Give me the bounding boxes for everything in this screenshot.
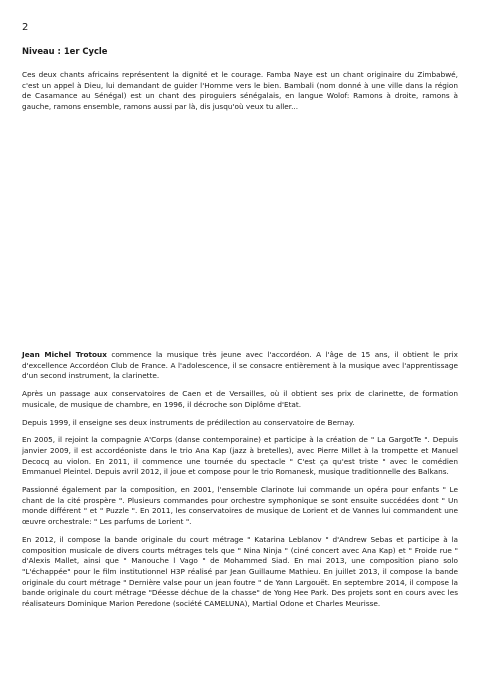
bio-paragraph-5: Passionné également par la composition, en 2001, l'ensemble Clarinote lui commande un opéra pour enfants " Le chant de la cité prospère ". Plusieurs commandes pour orchestre symphonique se sont ensuite succédées dont " Un monde différent " et " Puzzle ". En 2011, les conservatoires de musique de Lorient et de Vannes lui commandent une œuvre orchestrale: " Les parfums de Lorient ". xyxy=(22,485,458,527)
bio-paragraph-2: Après un passage aux conservatoires de Caen et de Versailles, où il obtient ses prix de clarinette, de formation musicale, de musique de chambre, en 1996, il décroche son Diplôme d'Etat. xyxy=(22,389,458,409)
level-heading: Niveau : 1er Cycle xyxy=(22,46,108,56)
composer-name: Jean Michel Trotoux xyxy=(22,350,107,359)
intro-paragraph xyxy=(22,70,458,113)
intro-text: Ces deux chants africains représentent la dignité et le courage. Famba Naye est un chant originaire du Zimbabwé, c'est un appel à Dieu, lui demandant de guider l'Homme vers le bien. Bambali (nom donné à une ville dans la région de Casamance au Sénégal) est un chant des piroguiers sénégalais, en langue Wolof: Ramons à droite, ramons à gauche, ramons ensemble, ramons aussi par là, dis jusqu'où veux tu aller... xyxy=(22,70,458,112)
bio-paragraph-1 xyxy=(22,350,458,382)
biography xyxy=(22,350,458,617)
bio-paragraph-1-text: commence la musique très jeune avec l'accordéon. A l'âge de 15 ans, il obtient le prix d'excellence Accordéon Club de France. A l'adolescence, il se consacre entièrement à la musique avec l'apprentissage d'un second instrument, la clarinette. xyxy=(22,350,458,381)
bio-paragraph-4: En 2005, il rejoint la compagnie A'Corps (danse contemporaine) et participe à la création de " La GargotTe ". Depuis janvier 2009, il est accordéoniste dans le trio Ana Kap (jazz à bretelles), avec Pierre Millet à la trompette et Manuel Decocq au violon. En 2011, il commence une tournée du spectacle " C'est ça qu'est triste " avec le comédien Emmanuel Pleintel. Depuis avril 2012, il joue et compose pour le trio Romanesk, musique traditionnelle des Balkans. xyxy=(22,435,458,477)
page-number: 2 xyxy=(22,22,29,33)
bio-paragraph-6: En 2012, il compose la bande originale du court métrage " Katarina Leblanov " d'Andrew Sebas et participe à la composition musicale de divers courts métrages tels que " Nina Ninja " (ciné concert avec Ana Kap) et " Froide rue " d'Alexis Mallet, ainsi que " Manouche l Vago " de Mohammed Siad. En mai 2013, une composition piano solo "L'échappée" pour le film institutionnel H3P réalisé par Jean Guillaume Mathieu. En juillet 2013, il compose la bande originale du court métrage " Dernière valse pour un jean foutre " de Yann Largouët. En septembre 2014, il compose la bande originale du court métrage "Déesse déchue de la chasse" de Yong Hee Park. Des projets sont en cours avec les réalisateurs Dominique Marion Peredone (société CAMELUNA), Martial Odone et Charles Meurisse. xyxy=(22,534,458,609)
bio-paragraph-3: Depuis 1999, il enseigne ses deux instruments de prédilection au conservatoire de Bernay. xyxy=(22,417,355,427)
